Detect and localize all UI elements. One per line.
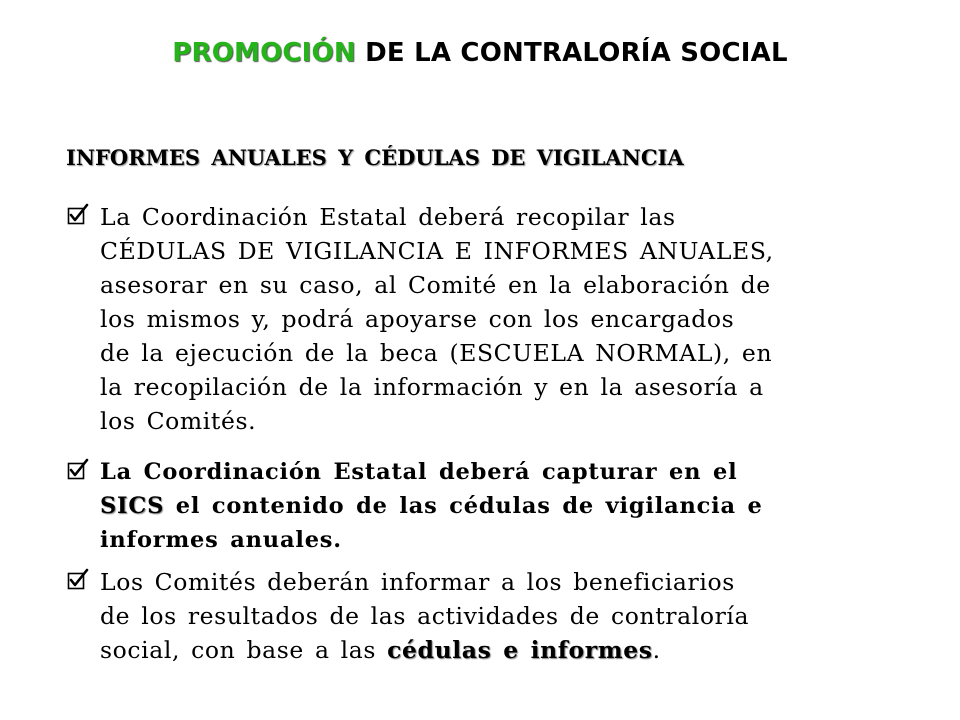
bullet-text-1 (100, 200, 906, 438)
slide-title (0, 38, 960, 68)
section-subtitle: INFORMES ANUALES Y CÉDULAS DE VIGILANCIA (66, 145, 684, 170)
title-accent: PROMOCIÓN (172, 38, 356, 68)
bullet-item-3 (66, 565, 906, 667)
bullet-2-line-rest: el contenido de las cédulas de vigilancia e (164, 493, 763, 519)
bullet-1-line: los Comités. (100, 407, 257, 435)
bullet-3-line (100, 633, 906, 667)
title-rest: DE LA CONTRALORÍA SOCIAL (355, 38, 788, 68)
bullet-item-2 (66, 455, 906, 557)
bullet-3-line-post: . (652, 636, 661, 664)
bullet-3-line: Los Comités deberán informar a los beneficiarios (100, 568, 735, 596)
checkbox-checked-icon (66, 203, 90, 227)
bullet-3-line-pre: social, con base a las (100, 636, 388, 664)
checkbox-checked-icon (66, 568, 90, 592)
bullet-3-line: de los resultados de las actividades de contraloría (100, 602, 750, 630)
bullet-item-1 (66, 200, 906, 438)
bullet-2-line: La Coordinación Estatal deberá capturar en el (100, 459, 738, 485)
cedulas-informes-emphasis: cédulas e informes (387, 636, 653, 664)
bullet-1-line: la recopilación de la información y en la asesoría a (100, 373, 764, 401)
bullet-2-line (100, 489, 906, 523)
bullet-1-line: CÉDULAS DE VIGILANCIA E INFORMES ANUALES, (100, 237, 774, 265)
bullet-1-line: asesorar en su caso, al Comité en la elaboración de (100, 271, 771, 299)
bullet-text-3 (100, 565, 906, 667)
bullet-1-line: de la ejecución de la beca (ESCUELA NORMAL), en (100, 339, 773, 367)
sics-emphasis: SICS (100, 493, 165, 519)
checkbox-checked-icon (66, 458, 90, 482)
bullet-2-line: informes anuales. (100, 527, 342, 553)
bullet-1-line: los mismos y, podrá apoyarse con los encargados (100, 305, 735, 333)
bullet-1-line: La Coordinación Estatal deberá recopilar las (100, 203, 676, 231)
bullet-text-2 (100, 455, 906, 557)
